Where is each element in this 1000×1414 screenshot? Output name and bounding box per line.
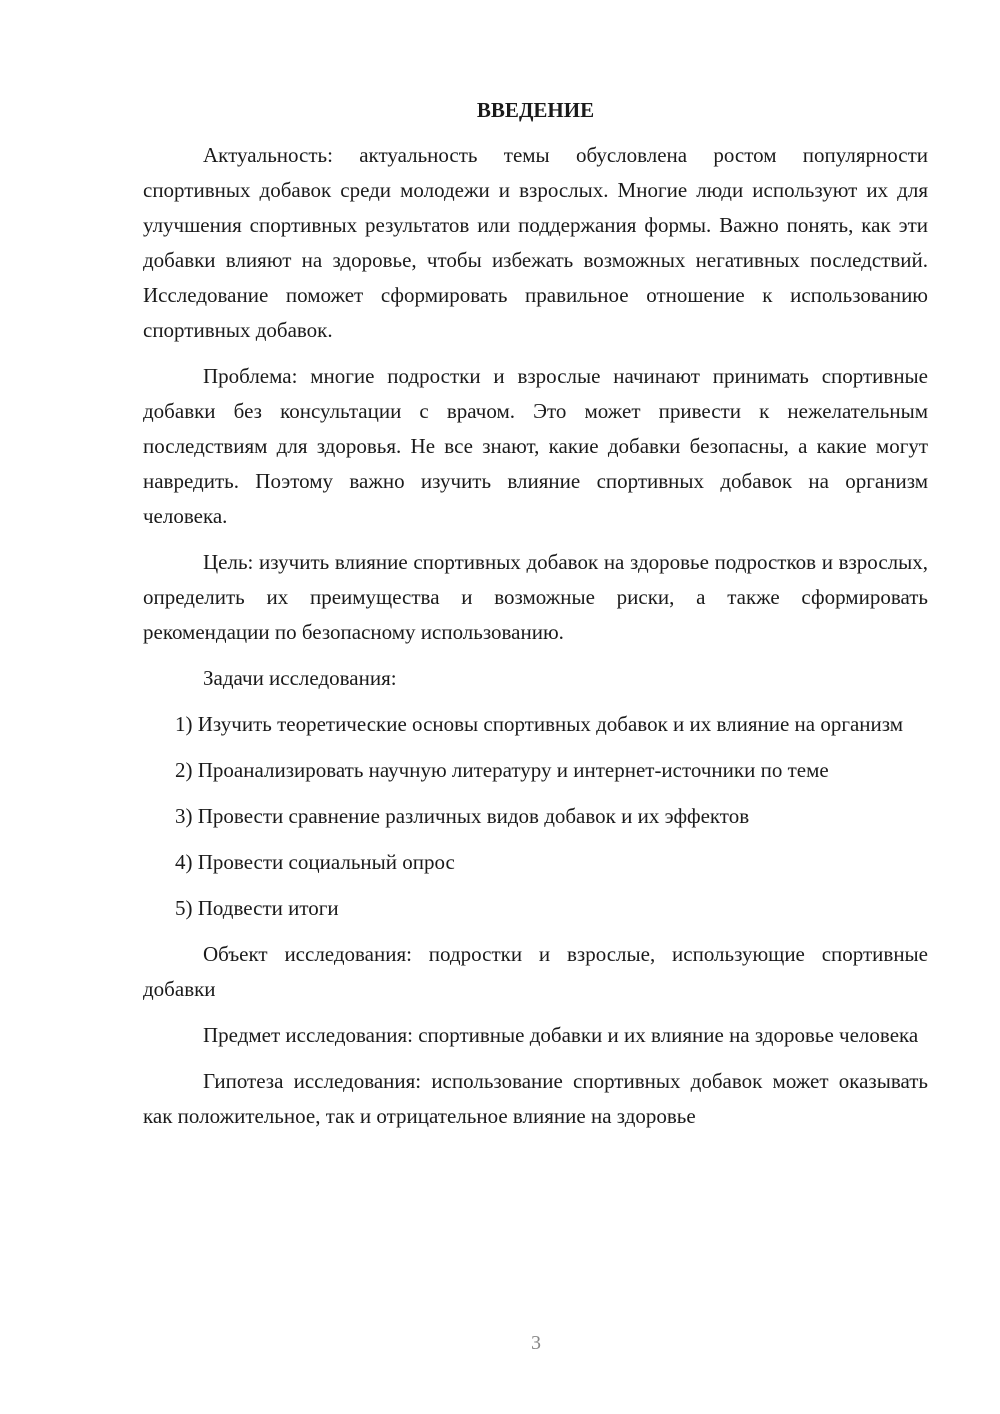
tasks-heading: Задачи исследования: bbox=[203, 666, 397, 690]
hypothesis-paragraph: Гипотеза исследования: использование спортивных добавок может оказывать как положительное, так и отрицательное влияние на здоровье bbox=[143, 1069, 928, 1128]
page-title: ВВЕДЕНИЕ bbox=[476, 98, 595, 122]
task-item-2: 2) Проанализировать научную литературу и интернет-источники по теме bbox=[175, 758, 829, 782]
task-item-5: 5) Подвести итоги bbox=[175, 896, 339, 920]
task-item-3: 3) Провести сравнение различных видов добавок и их эффектов bbox=[175, 804, 750, 828]
problem-paragraph: Проблема: многие подростки и взрослые начинают принимать спортивные добавки без консультации с врачом. Это может привести к нежелательным последствиям для здоровья. Не все знают, какие добавки безопасны, а какие могут навредить. Поэтому важно изучить влияние спортивных добавок на организм человека. bbox=[143, 364, 928, 528]
page-number: 3 bbox=[531, 1332, 541, 1354]
relevance-paragraph: Актуальность: актуальность темы обусловлена ростом популярности спортивных добавок среди молодежи и взрослых. Многие люди используют их для улучшения спортивных результатов или поддержания формы. Важно понять, как эти добавки влияют на здоровье, чтобы избежать возможных негативных последствий. Исследование поможет сформировать правильное отношение к использованию спортивных добавок. bbox=[143, 143, 928, 342]
document-page bbox=[143, 93, 928, 1134]
task-item-1: 1) Изучить теоретические основы спортивных добавок и их влияние на организм bbox=[175, 712, 904, 736]
goal-paragraph: Цель: изучить влияние спортивных добавок на здоровье подростков и взрослых, определить их преимущества и возможные риски, а также сформировать рекомендации по безопасному использованию. bbox=[143, 550, 928, 644]
object-paragraph: Объект исследования: подростки и взрослые, использующие спортивные добавки bbox=[143, 942, 928, 1001]
task-item-4: 4) Провести социальный опрос bbox=[175, 850, 455, 874]
subject-paragraph: Предмет исследования: спортивные добавки и их влияние на здоровье человека bbox=[203, 1023, 919, 1047]
